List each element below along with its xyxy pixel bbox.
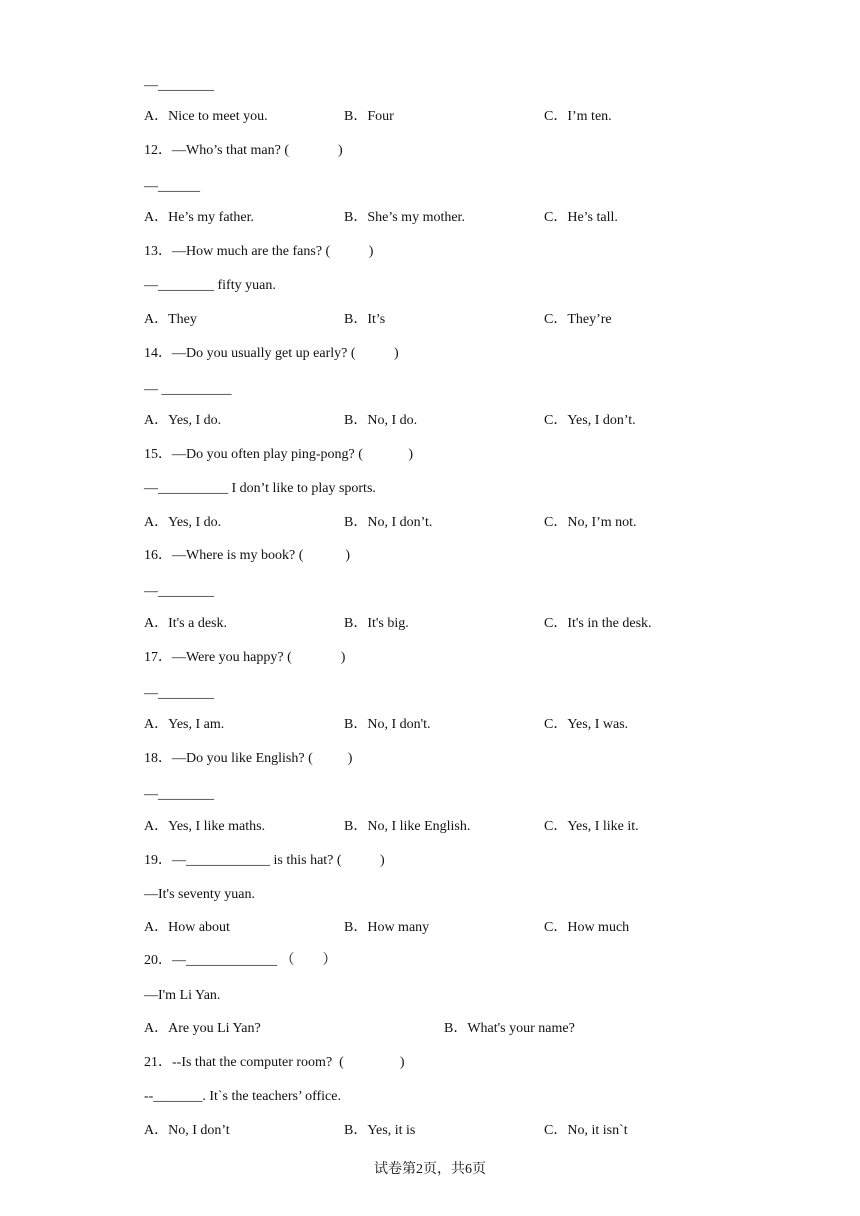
q12-question: 12．—Who’s that man? ( ) [144, 143, 343, 158]
q21-answer-line: --_______. It`s the teachers’ office. [144, 1089, 341, 1104]
q16-question: 16．—Where is my book? ( ) [144, 548, 351, 563]
q17-answer-line: —________ [144, 686, 214, 701]
q12-option-a: A．He’s my father. [144, 210, 255, 225]
q19-question: 19．—____________ is this hat? ( ) [144, 853, 385, 868]
q16-option-c: C．It's in the desk. [544, 616, 652, 631]
q21-option-a: A．No, I don’t [144, 1123, 230, 1138]
q13-question: 13．—How much are the fans? ( ) [144, 244, 374, 259]
q15-option-b: B．No, I don’t. [344, 515, 433, 530]
q18-option-b: B．No, I like English. [344, 819, 471, 834]
q14-question: 14．—Do you usually get up early? ( ) [144, 346, 399, 361]
q19-answer-line: —It's seventy yuan. [144, 887, 256, 902]
page-footer: 试卷第2页，共6页 [374, 1162, 486, 1177]
q17-option-b: B．No, I don't. [344, 717, 431, 732]
q12-option-b: B．She’s my mother. [344, 210, 465, 225]
q18-option-a: A．Yes, I like maths. [144, 819, 266, 834]
q21-option-b: B．Yes, it is [344, 1123, 416, 1138]
q21-option-c: C．No, it isn`t [544, 1123, 628, 1138]
q14-option-a: A．Yes, I do. [144, 413, 222, 428]
q18-option-c: C．Yes, I like it. [544, 819, 639, 834]
q15-question: 15．—Do you often play ping-pong? ( ) [144, 447, 414, 462]
q15-answer-line: —__________ I don’t like to play sports. [144, 481, 376, 496]
q11-option-c: C．I’m ten. [544, 109, 612, 124]
q16-answer-line: —________ [144, 584, 214, 599]
q14-option-c: C．Yes, I don’t. [544, 413, 636, 428]
q21-question: 21．--Is that the computer room? ( ) [144, 1055, 405, 1070]
q17-option-c: C．Yes, I was. [544, 717, 629, 732]
q20-option-b: B．What's your name? [444, 1021, 575, 1036]
q20-answer-line: —I'm Li Yan. [144, 988, 221, 1003]
q11-answer-line: —________ [144, 78, 214, 93]
q14-answer-line: — __________ [144, 382, 232, 397]
q20-question: 20．—_____________ （ ） [144, 953, 337, 968]
q16-option-b: B．It's big. [344, 616, 409, 631]
q13-option-c: C．They’re [544, 312, 612, 327]
q19-option-b: B．How many [344, 920, 430, 935]
q15-option-c: C．No, I’m not. [544, 515, 637, 530]
q13-answer-line: —________ fifty yuan. [144, 278, 276, 293]
q17-option-a: A．Yes, I am. [144, 717, 225, 732]
q11-option-a: A．Nice to meet you. [144, 109, 268, 124]
q11-option-b: B．Four [344, 109, 394, 124]
q14-option-b: B．No, I do. [344, 413, 418, 428]
q18-answer-line: —________ [144, 787, 214, 802]
q20-option-a: A．Are you Li Yan? [144, 1021, 261, 1036]
q19-option-c: C．How much [544, 920, 630, 935]
q15-option-a: A．Yes, I do. [144, 515, 222, 530]
q19-option-a: A．How about [144, 920, 230, 935]
q12-option-c: C．He’s tall. [544, 210, 618, 225]
q13-option-a: A．They [144, 312, 197, 327]
q17-question: 17．—Were you happy? ( ) [144, 650, 346, 665]
q12-answer-line: —______ [144, 179, 200, 194]
q16-option-a: A．It's a desk. [144, 616, 228, 631]
q18-question: 18．—Do you like English? ( ) [144, 751, 353, 766]
q13-option-b: B．It’s [344, 312, 386, 327]
